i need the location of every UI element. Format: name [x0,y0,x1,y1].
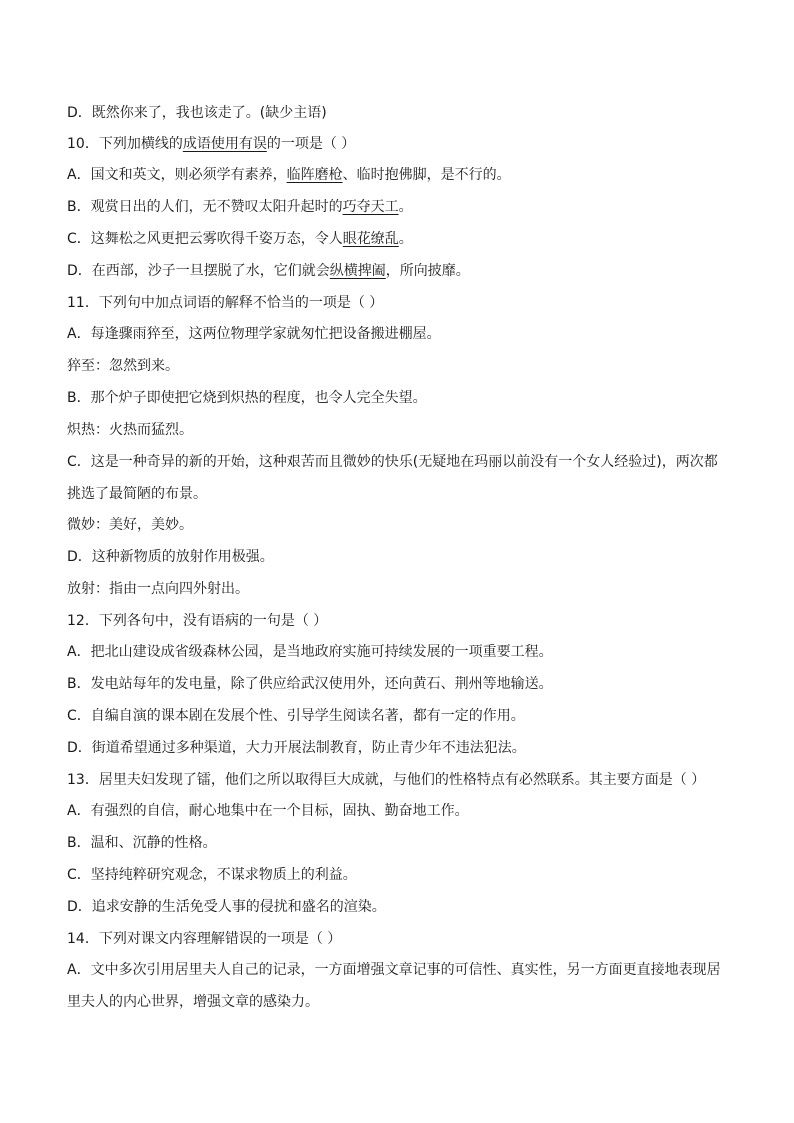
text-line [67,643,553,661]
text-line [67,135,355,153]
text-line [67,262,470,280]
text-segment: 猝至：忽然到来。 [67,358,179,374]
text-line [67,166,511,184]
text-segment: C．自编自演的课本剧在发展个性、引导学生阅读名著，都有一定的作用。 [67,708,525,724]
text-segment: D．在西部，沙子一旦摆脱了水，它们就会 [67,263,330,279]
text-line [67,930,341,948]
text-segment: C．坚持纯粹研究观念，不谋求物质上的利益。 [67,867,357,883]
text-segment: D．既然你来了，我也该走了。(缺少主语) [67,105,327,121]
underlined-phrase: 纵横捭阖 [329,263,386,279]
text-line [67,612,327,630]
text-line [67,198,413,216]
text-line [67,421,193,439]
text-segment: A．把北山建设成省级森林公园，是当地政府实施可持续发展的一项重要工程。 [67,644,553,660]
text-line [67,325,441,343]
text-segment: B．发电站每年的发电量，除了供应给武汉使用外，还向黄石、荆州等地输送。 [67,676,553,692]
text-segment: A．国文和英文，则必须学有素养， [67,167,287,183]
text-segment: 微妙：美好，美妙。 [67,517,193,533]
underlined-phrase: 临阵磨枪 [286,167,343,183]
underlined-phrase: 成语使用有误 [182,136,267,152]
text-line [67,961,721,979]
text-segment: 13．居里夫妇发现了镭，他们之所以取得巨大成就，与他们的性格特点有必然联系。其主要方面是（ ） [67,772,706,788]
text-segment: B．观赏日出的人们，无不赞叹太阳升起时的 [67,199,343,215]
text-line [67,230,413,248]
text-segment: 炽热：火热而猛烈。 [67,422,193,438]
text-line [67,104,327,122]
text-segment: 11．下列句中加点词语的解释不恰当的一项是（ ） [67,295,384,311]
text-segment: 10．下列加横线的 [67,136,183,152]
text-segment: 、临时抱佛脚，是不行的。 [342,167,511,183]
text-segment: 放射：指由一点向四外射出。 [67,581,249,597]
text-line [67,707,525,725]
text-segment: ，所向披靡。 [385,263,470,279]
text-segment: A．有强烈的自信，耐心地集中在一个目标，固执、勤奋地工作。 [67,803,469,819]
text-segment: B．温和、沉静的性格。 [67,835,217,851]
text-segment: 挑选了最简陋的布景。 [67,486,207,502]
text-line [67,675,553,693]
text-segment: A．每逢骤雨猝至，这两位物理学家就匆忙把设备搬进棚屋。 [67,326,441,342]
text-segment: B．那个炉子即使把它烧到炽热的程度，也令人完全失望。 [67,390,427,406]
text-line [67,993,319,1011]
text-segment: A．文中多次引用居里夫人自己的记录，一方面增强文章记事的可信性、真实性，另一方面更直接地表现居 [67,962,721,978]
text-segment: 。 [398,231,413,247]
text-line [67,516,193,534]
text-line [67,771,705,789]
underlined-phrase: 眼花缭乱 [342,231,399,247]
text-segment: C．这是一种奇异的新的开始，这种艰苦而且微妙的快乐(无疑地在玛丽以前没有一个女人经验过)，两次都 [67,454,718,470]
text-line [67,453,718,471]
underlined-phrase: 巧夺天工 [342,199,399,215]
text-line [67,898,386,916]
text-line [67,580,249,598]
text-line [67,389,427,407]
text-line [67,739,526,757]
text-line [67,485,207,503]
text-line [67,834,217,852]
text-segment: D．街道希望通过多种渠道，大力开展法制教育，防止青少年不违法犯法。 [67,740,526,756]
text-line [67,866,357,884]
text-segment: D．这种新物质的放射作用极强。 [67,549,274,565]
text-line [67,802,469,820]
text-line [67,548,274,566]
text-segment: 12．下列各句中，没有语病的一句是（ ） [67,613,328,629]
text-segment: C．这舞松之风更把云雾吹得千姿万态，令人 [67,231,343,247]
text-segment: D．追求安静的生活免受人事的侵扰和盛名的渲染。 [67,899,386,915]
text-segment: 的一项是（ ） [266,136,356,152]
text-line [67,294,383,312]
text-segment: 里夫人的内心世界，增强文章的感染力。 [67,994,319,1010]
text-line [67,357,179,375]
text-segment: 14．下列对课文内容理解错误的一项是（ ） [67,931,342,947]
text-segment: 。 [398,199,413,215]
